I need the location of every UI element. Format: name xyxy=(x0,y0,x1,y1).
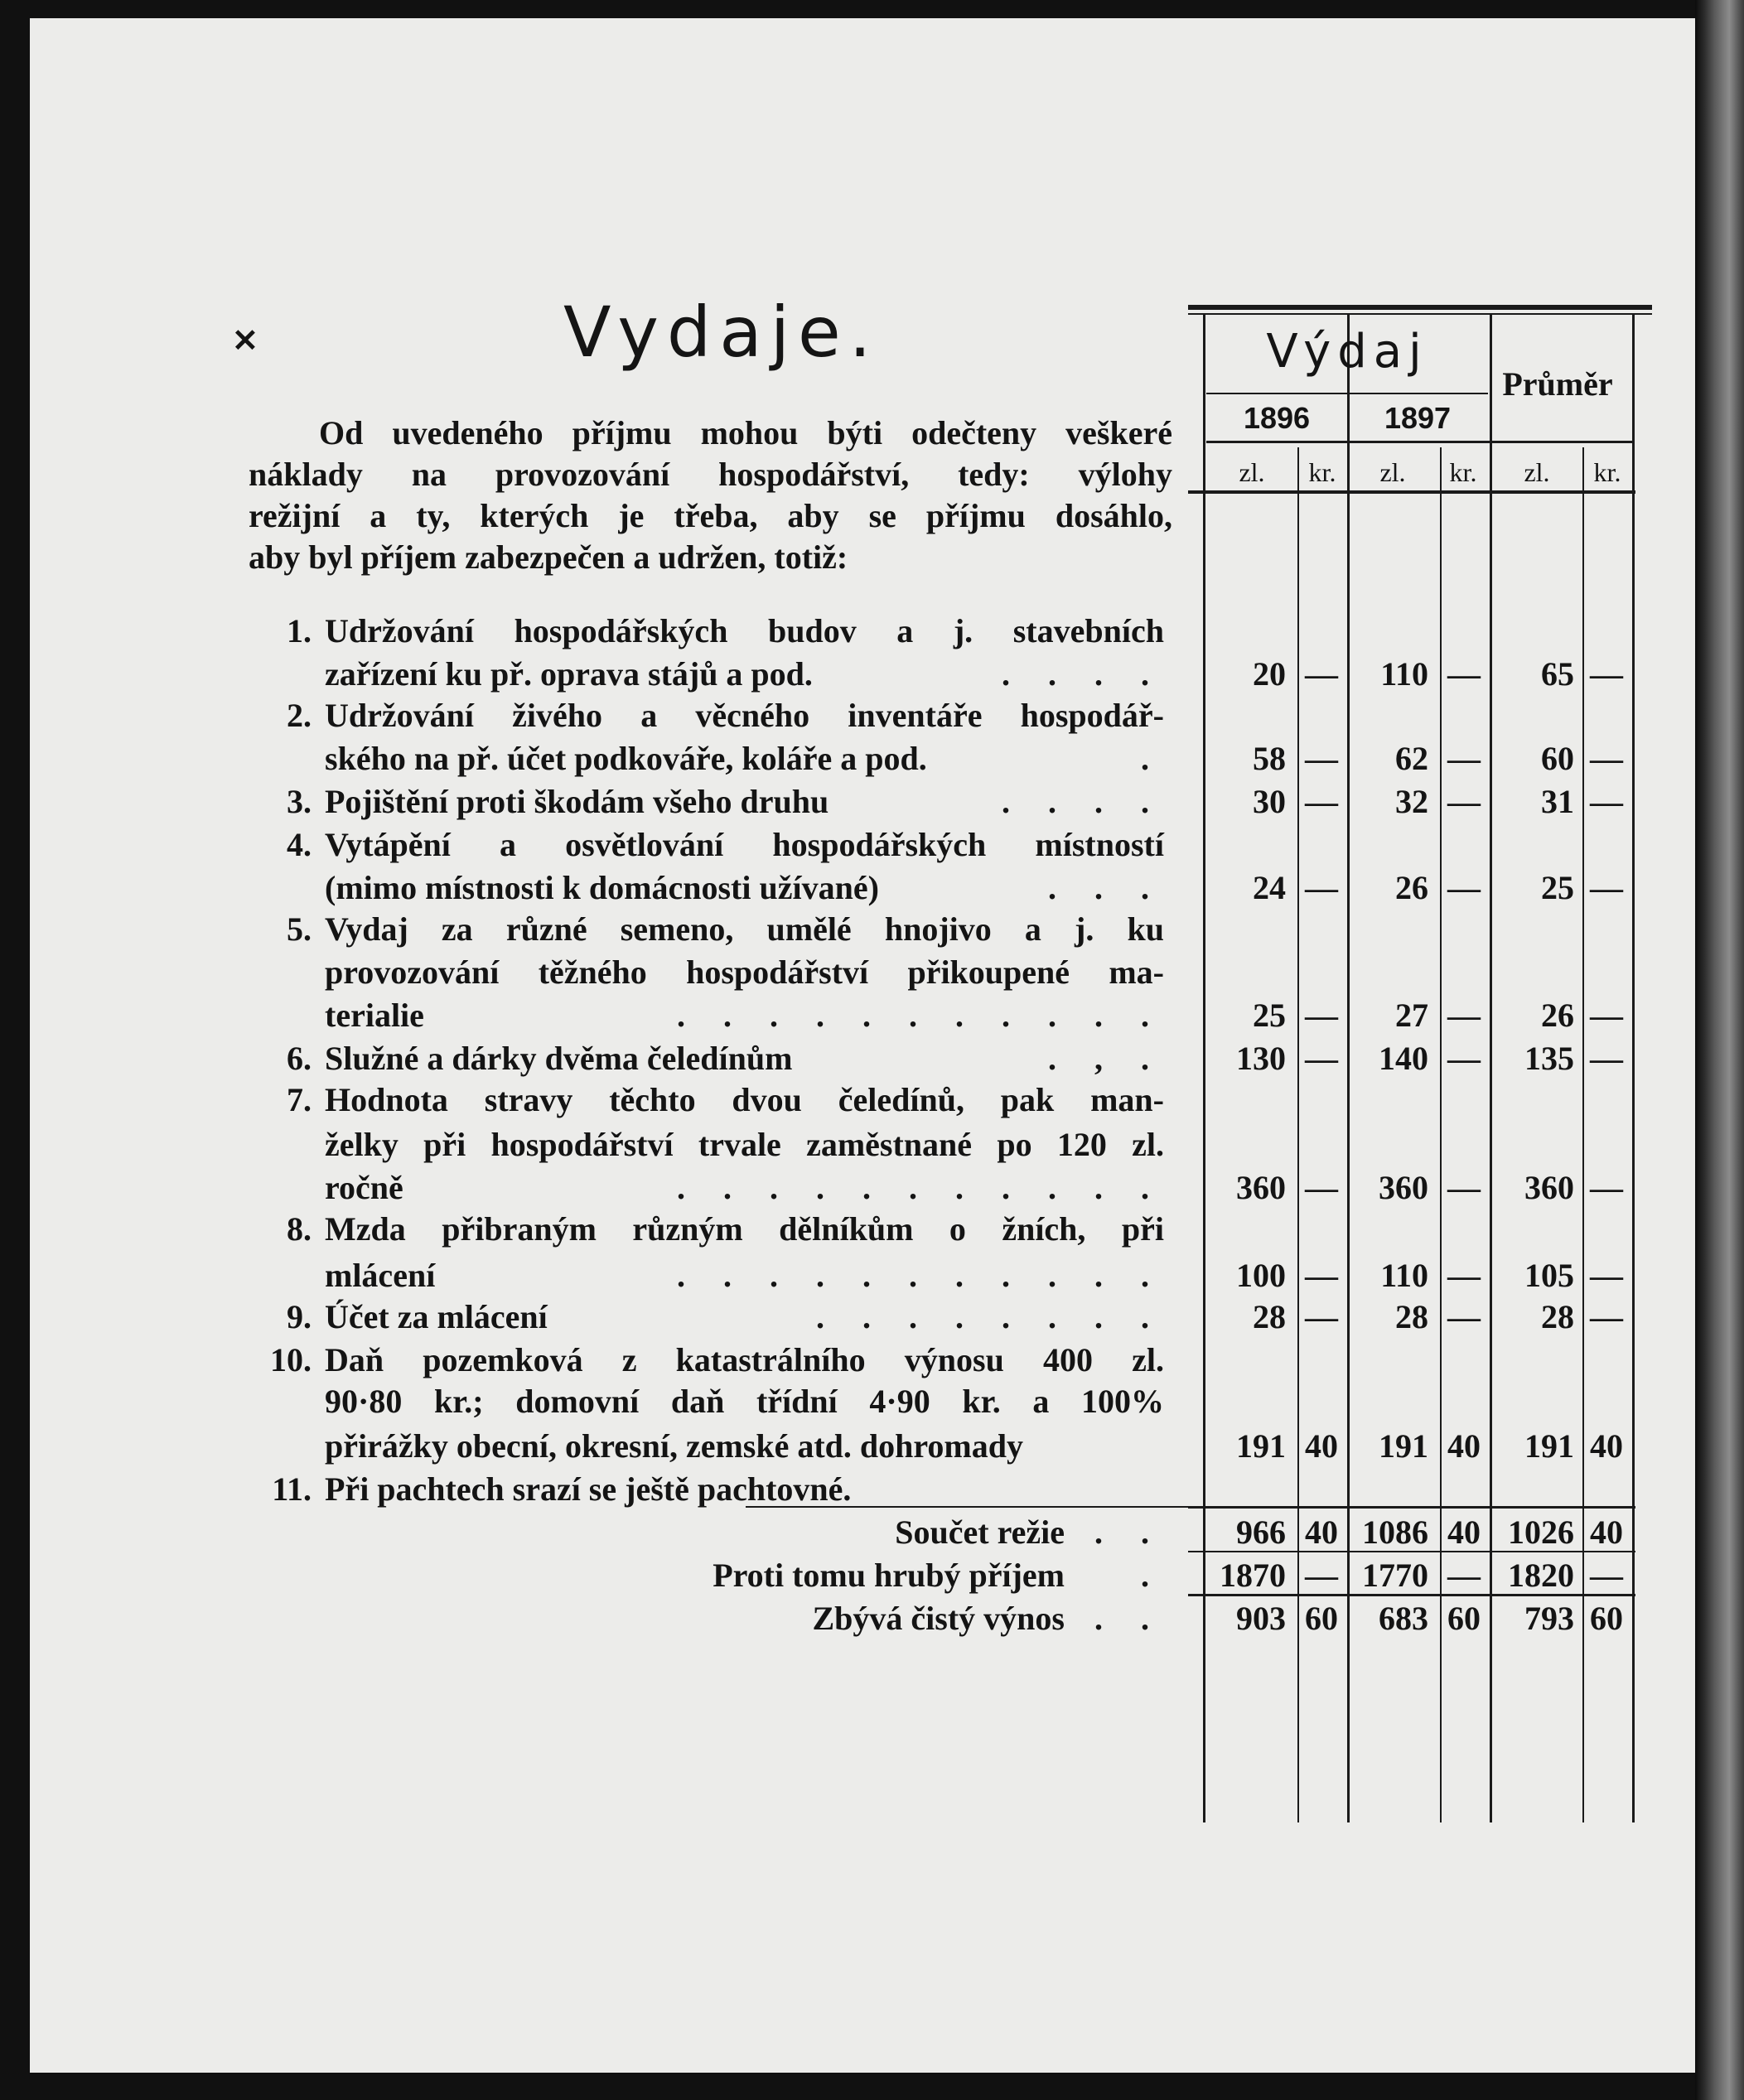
leader-dots: . xyxy=(1141,1557,1164,1594)
total-v1897-kr-value: 60 xyxy=(1447,1600,1481,1637)
avg-zl-value: 65 xyxy=(1541,655,1574,693)
avg-zl-value: 105 xyxy=(1524,1257,1574,1294)
header-prumer: Průměr xyxy=(1502,365,1613,403)
avg-zl-value: 26 xyxy=(1541,997,1574,1034)
header-kr: kr. xyxy=(1449,457,1477,487)
total-v1896-kr-value: 60 xyxy=(1305,1600,1338,1637)
item-number: 10. xyxy=(270,1341,312,1378)
leader-dots: . xyxy=(1141,740,1164,777)
item-number: 9. xyxy=(287,1298,312,1335)
leader-dots: . . xyxy=(1094,1513,1164,1551)
v1897-kr-value: — xyxy=(1447,997,1481,1034)
avg-zl-value: 135 xyxy=(1524,1040,1574,1077)
v1896-zl-value: 30 xyxy=(1253,783,1286,820)
v1897-zl-value: 110 xyxy=(1380,1257,1428,1294)
v1897-kr-value: — xyxy=(1447,1298,1481,1335)
v1897-kr-value: — xyxy=(1447,655,1481,693)
v1896-zl-value: 28 xyxy=(1253,1298,1286,1335)
item-text-line: (mimo místnosti k domácnosti užívané) xyxy=(325,869,879,906)
table-top-rule xyxy=(1188,305,1652,310)
leader-dots: . . . . xyxy=(1002,783,1164,820)
header-kr: kr. xyxy=(1593,457,1621,487)
avg-kr-value: — xyxy=(1590,1298,1623,1335)
v1897-zl-value: 140 xyxy=(1379,1040,1428,1077)
total-v1897-zl-value: 683 xyxy=(1379,1600,1428,1637)
header-zl: zl. xyxy=(1379,457,1406,487)
v1897-kr-value: — xyxy=(1447,740,1481,777)
avg-zl-value: 31 xyxy=(1541,783,1574,820)
total-avg-kr-value: — xyxy=(1590,1557,1623,1594)
header-bottom-rule xyxy=(1188,490,1635,494)
leader-dots: . . . . . . . . . . . xyxy=(677,1257,1164,1294)
v1896-kr-value: 40 xyxy=(1305,1427,1338,1465)
v1897-zl-value: 360 xyxy=(1379,1169,1428,1206)
v1897-kr-value: 40 xyxy=(1447,1427,1481,1465)
leader-dots: . . . . . . . . . . . xyxy=(677,1169,1164,1206)
total-v1896-kr-value: 40 xyxy=(1305,1513,1338,1551)
v1897-kr-value: — xyxy=(1447,1169,1481,1206)
avg-kr-value: — xyxy=(1590,655,1623,693)
item-text-line: přirážky obecní, okresní, zemské atd. dohromady xyxy=(325,1427,1023,1465)
total-avg-zl-value: 793 xyxy=(1524,1600,1574,1637)
v1896-kr-value: — xyxy=(1305,740,1338,777)
v1896-zl-value: 100 xyxy=(1236,1257,1286,1294)
avg-kr-value: — xyxy=(1590,783,1623,820)
item-text-line: Vydaj za různé semeno, umělé hnojivo a j. ku xyxy=(325,910,1164,948)
header-year-1896: 1896 xyxy=(1243,401,1311,435)
v1897-zl-value: 32 xyxy=(1395,783,1428,820)
v1896-kr-value: — xyxy=(1305,869,1338,906)
item-text-line: Udržování hospodářských budov a j. stavebních xyxy=(325,612,1164,649)
leader-dots: . , . xyxy=(1048,1040,1164,1077)
intro-line: režijní a ty, kterých je třeba, aby se příjmu dosáhlo, xyxy=(249,497,1172,534)
v1897-zl-value: 28 xyxy=(1395,1298,1428,1335)
v1897-zl-value: 27 xyxy=(1395,997,1428,1034)
v1896-zl-value: 58 xyxy=(1253,740,1286,777)
intro-line: aby byl příjem zabezpečen a udržen, totiž: xyxy=(249,538,848,576)
v1896-zl-value: 25 xyxy=(1253,997,1286,1034)
page-title: Vydaje. xyxy=(563,292,880,373)
total-avg-kr-value: 60 xyxy=(1590,1600,1623,1637)
v1896-zl-value: 130 xyxy=(1236,1040,1286,1077)
header-zl: zl. xyxy=(1524,457,1550,487)
avg-zl-value: 191 xyxy=(1524,1427,1574,1465)
avg-kr-value: 40 xyxy=(1590,1427,1623,1465)
header-zl: zl. xyxy=(1239,457,1265,487)
v1896-zl-value: 20 xyxy=(1253,655,1286,693)
total-v1897-zl-value: 1770 xyxy=(1362,1557,1428,1594)
item-number: 2. xyxy=(287,697,312,734)
item-number: 11. xyxy=(272,1470,312,1508)
item-text-line: Udržování živého a věcného inventáře hospodář- xyxy=(325,697,1164,734)
item-text-line: mlácení xyxy=(325,1257,436,1294)
avg-kr-value: — xyxy=(1590,1257,1623,1294)
item-text-line: Hodnota stravy těchto dvou čeledínů, pak man- xyxy=(325,1081,1164,1118)
item-text-line: Mzda přibraným různým dělníkům o žních, při xyxy=(325,1210,1164,1248)
leader-dots: . . . . . . . . . . . xyxy=(677,997,1164,1034)
item-number: 7. xyxy=(287,1081,312,1118)
total-label: Zbývá čistý výnos xyxy=(812,1600,1065,1637)
avg-zl-value: 25 xyxy=(1541,869,1574,906)
item-text-line: želky při hospodářství trvale zaměstnané po 120 zl. xyxy=(325,1126,1164,1163)
item-text-line: ročně xyxy=(325,1169,403,1206)
total-v1896-zl-value: 1870 xyxy=(1220,1557,1286,1594)
item-text-line: provozování těžného hospodářství přikoupené ma- xyxy=(325,953,1164,991)
item-text-line: Vytápění a osvětlování hospodářských místností xyxy=(325,826,1164,863)
v1896-kr-value: — xyxy=(1305,1298,1338,1335)
v1896-kr-value: — xyxy=(1305,655,1338,693)
total-label: Proti tomu hrubý příjem xyxy=(713,1557,1065,1594)
marginal-mark: ✕ xyxy=(232,321,258,359)
v1896-kr-value: — xyxy=(1305,1040,1338,1077)
header-vydaj: Výdaj xyxy=(1266,325,1428,379)
totals-rule xyxy=(1188,1506,1635,1509)
avg-kr-value: — xyxy=(1590,740,1623,777)
total-avg-zl-value: 1820 xyxy=(1508,1557,1574,1594)
total-label: Součet režie xyxy=(895,1513,1065,1551)
avg-kr-value: — xyxy=(1590,997,1623,1034)
total-avg-kr-value: 40 xyxy=(1590,1513,1623,1551)
item-text-line: 90·80 kr.; domovní daň třídní 4·90 kr. a 100% xyxy=(325,1383,1164,1420)
leader-dots: . . xyxy=(1094,1600,1164,1637)
v1897-kr-value: — xyxy=(1447,1257,1481,1294)
header-kr: kr. xyxy=(1308,457,1336,487)
intro-line: náklady na provozování hospodářství, tedy: výlohy xyxy=(249,456,1172,493)
item-text-line: Pojištění proti škodám všeho druhu xyxy=(325,783,829,820)
total-v1896-zl-value: 903 xyxy=(1236,1600,1286,1637)
item-text-line: zařízení ku př. oprava stájů a pod. xyxy=(325,655,813,693)
v1896-zl-value: 360 xyxy=(1236,1169,1286,1206)
item-number: 1. xyxy=(287,612,312,649)
intro-paragraph xyxy=(249,413,1172,578)
v1896-kr-value: — xyxy=(1305,1257,1338,1294)
v1896-zl-value: 191 xyxy=(1236,1427,1286,1465)
intro-line: Od uvedeného příjmu mohou býti odečteny veškeré xyxy=(319,414,1172,451)
avg-kr-value: — xyxy=(1590,869,1623,906)
item-text-line: Daň pozemková z katastrálního výnosu 400 zl. xyxy=(325,1341,1164,1378)
book-spine xyxy=(1695,0,1744,2100)
item-number: 4. xyxy=(287,826,312,863)
item-text-line: Účet za mlácení xyxy=(325,1298,548,1335)
table-top-rule xyxy=(1188,313,1652,315)
item-number: 3. xyxy=(287,783,312,820)
item-text-line: Služné a dárky dvěma čeledínům xyxy=(325,1040,793,1077)
table-rule xyxy=(1206,441,1633,443)
v1897-zl-value: 191 xyxy=(1379,1427,1428,1465)
avg-kr-value: — xyxy=(1590,1169,1623,1206)
v1897-zl-value: 62 xyxy=(1395,740,1428,777)
v1897-zl-value: 26 xyxy=(1395,869,1428,906)
item-number: 5. xyxy=(287,910,312,948)
leader-dots: . . . xyxy=(1048,869,1164,906)
total-v1897-kr-value: 40 xyxy=(1447,1513,1481,1551)
item-text-line: ského na př. účet podkováře, koláře a pod. xyxy=(325,740,927,777)
total-v1897-zl-value: 1086 xyxy=(1362,1513,1428,1551)
v1897-kr-value: — xyxy=(1447,783,1481,820)
v1896-kr-value: — xyxy=(1305,997,1338,1034)
header-year-1897: 1897 xyxy=(1384,401,1452,435)
item-text-line: terialie xyxy=(325,997,424,1034)
leader-dots: . . . . xyxy=(1002,655,1164,693)
table-right-border xyxy=(1632,315,1635,1822)
avg-kr-value: — xyxy=(1590,1040,1623,1077)
v1896-kr-value: — xyxy=(1305,783,1338,820)
v1897-zl-value: 110 xyxy=(1380,655,1428,693)
item-number: 6. xyxy=(287,1040,312,1077)
leader-dots: . . . . . . . . xyxy=(816,1298,1164,1335)
v1896-zl-value: 24 xyxy=(1253,869,1286,906)
avg-zl-value: 60 xyxy=(1541,740,1574,777)
avg-zl-value: 360 xyxy=(1524,1169,1574,1206)
v1897-kr-value: — xyxy=(1447,869,1481,906)
item-text-line: Při pachtech srazí se ještě pachtovné. xyxy=(325,1470,852,1508)
total-avg-zl-value: 1026 xyxy=(1508,1513,1574,1551)
item-number: 8. xyxy=(287,1210,312,1248)
v1896-kr-value: — xyxy=(1305,1169,1338,1206)
avg-zl-value: 28 xyxy=(1541,1298,1574,1335)
total-v1896-kr-value: — xyxy=(1305,1557,1338,1594)
v1897-kr-value: — xyxy=(1447,1040,1481,1077)
total-v1896-zl-value: 966 xyxy=(1236,1513,1286,1551)
total-v1897-kr-value: — xyxy=(1447,1557,1481,1594)
